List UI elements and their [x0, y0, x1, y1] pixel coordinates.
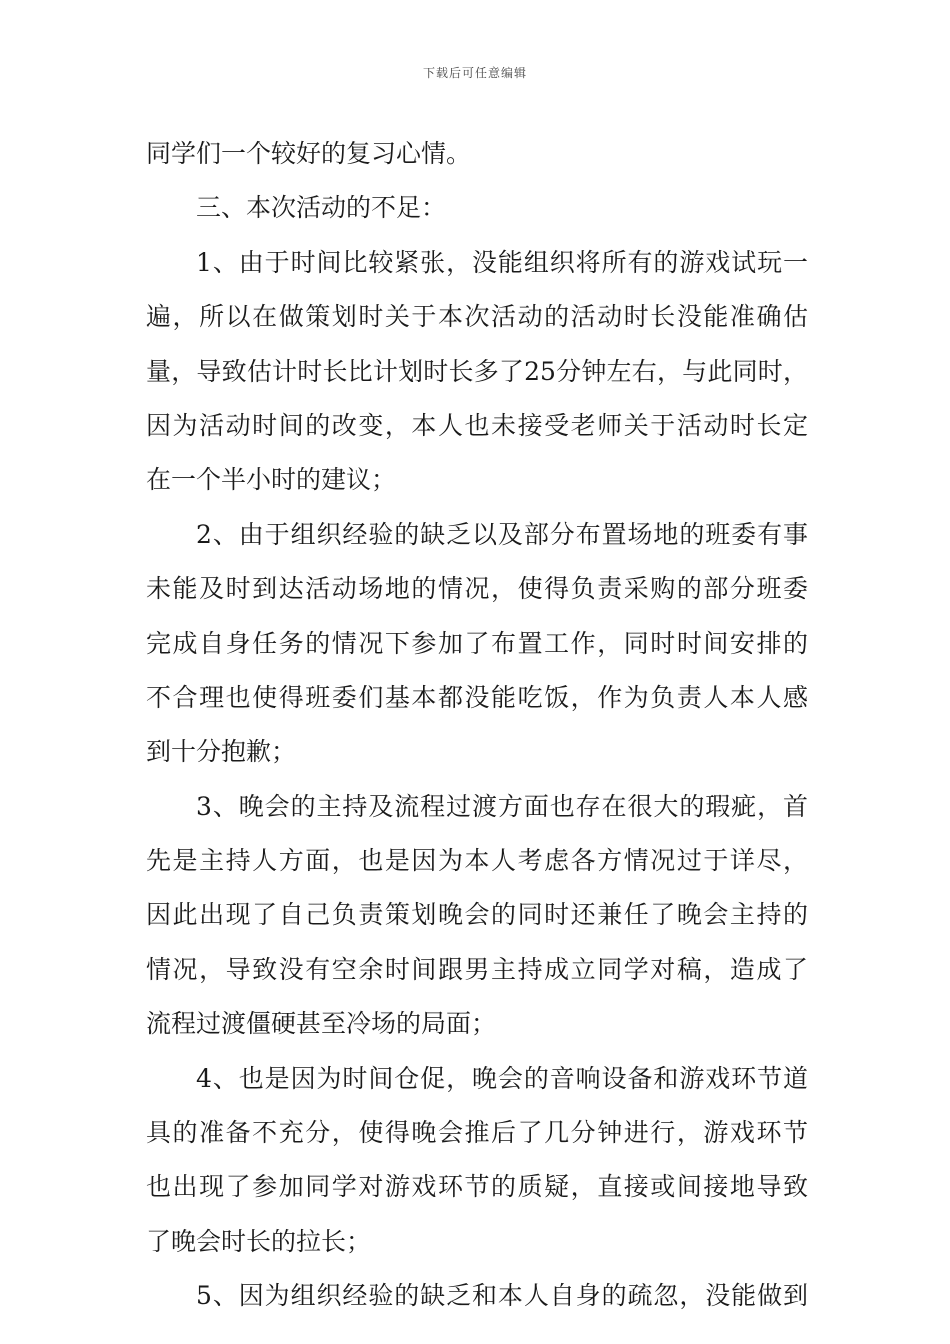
header-note: 下载后可任意编辑	[422, 66, 527, 80]
text-line: 也出现了参加同学对游戏环节的质疑，直接或间接地导致	[146, 1172, 808, 1202]
text-line: 因此出现了自己负责策划晚会的同时还兼任了晚会主持的	[146, 900, 808, 930]
text-line: 了晚会时长的拉长；	[146, 1226, 372, 1256]
text-line: 先是主持人方面，也是因为本人考虑各方情况过于详尽，	[146, 846, 808, 876]
text-line: 到十分抱歉；	[146, 737, 297, 767]
text-line: 5、因为组织经验的缺乏和本人自身的疏忽，没能做到	[196, 1281, 808, 1311]
text-line: 在一个半小时的建议；	[146, 465, 397, 495]
text-line: 同学们一个较好的复习心情。	[146, 139, 472, 168]
text-line: 不合理也使得班委们基本都没能吃饭，作为负责人本人感	[146, 682, 808, 712]
text-line: 流程过渡僵硬甚至冷场的局面；	[146, 1009, 497, 1039]
text-line: 1、由于时间比较紧张，没能组织将所有的游戏试玩一	[196, 247, 808, 277]
text-line: 因为活动时间的改变，本人也未接受老师关于活动时长定	[146, 410, 808, 440]
text-line: 2、由于组织经验的缺乏以及部分布置场地的班委有事	[196, 519, 808, 549]
text-line: 情况，导致没有空余时间跟男主持成立同学对稿，造成了	[146, 954, 808, 984]
text-line: 未能及时到达活动场地的情况，使得负责采购的部分班委	[146, 574, 808, 604]
text-line: 3、晚会的主持及流程过渡方面也存在很大的瑕疵，首	[196, 791, 808, 821]
text-line: 三、本次活动的不足：	[196, 193, 447, 223]
text-line: 完成自身任务的情况下参加了布置工作，同时时间安排的	[146, 628, 808, 658]
text-line: 4、也是因为时间仓促，晚会的音响设备和游戏环节道	[196, 1063, 808, 1093]
text-line: 量，导致估计时长比计划时长多了25分钟左右，与此同时，	[146, 356, 808, 386]
text-line: 具的准备不充分，使得晚会推后了几分钟进行，游戏环节	[146, 1118, 808, 1148]
text-line: 遍，所以在做策划时关于本次活动的活动时长没能准确估	[146, 302, 808, 332]
body-text	[146, 127, 808, 1324]
